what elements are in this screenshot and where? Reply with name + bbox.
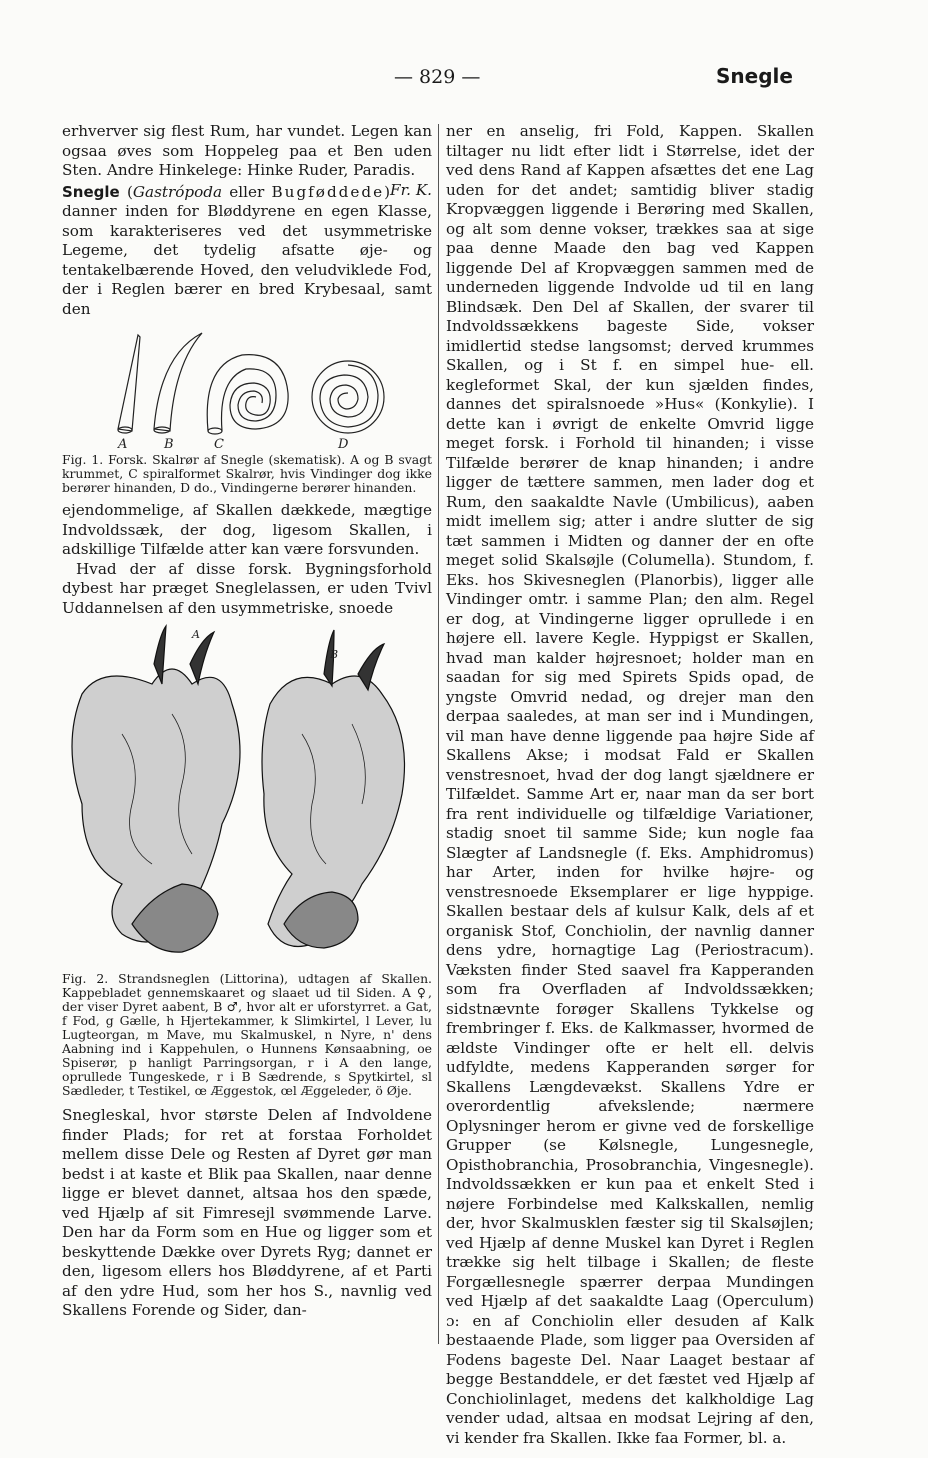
entry-alt-name: Bugføddede bbox=[271, 182, 385, 201]
page-header bbox=[0, 66, 928, 96]
page-number: — 829 — bbox=[394, 66, 481, 88]
intro-paragraph: erhverver sig flest Rum, har vundet. Legen kan ogsaa øves som Hoppeleg paa et Ben uden Sten. Andre Hinkelege: Hinke Ruder, Paradis. Fr. K. bbox=[62, 122, 432, 199]
fig2-littorina-anatomy bbox=[62, 624, 432, 970]
entry-title: Snegle bbox=[62, 182, 120, 201]
paragraph-4: Snegleskal, hvor største Delen af Indvoldene finder Plads; for ret at forstaa Forholdet mellem disse Dele og Resten af Dyret gør man bedst i at kaste et Blik paa Skallen, naar denne ligge er blevet dannet, altsaa hos den spæde, ved Hjælp af sit Fimresejl svømmende Larve. Den har da Form som en Hue og ligger som et beskyttende Dække over Dyrets Ryg; dannet er den, ligesom ellers hos Bløddyrene, af et Parti af den ydre Hud, som her hos S., navnlig ved Skallens Forende og Sider, dan- bbox=[62, 1106, 432, 1319]
paragraph-3: Hvad der af disse forsk. Bygningsforhold dybest har præget Sneglelassen, er uden Tvivl Uddannelsen af den usymmetriske, snoede bbox=[62, 559, 432, 617]
entry-latin-name: Gastrópoda bbox=[132, 182, 223, 201]
fig1-shell-b bbox=[154, 333, 202, 431]
left-column bbox=[62, 122, 432, 1321]
running-head-word: Snegle bbox=[716, 64, 793, 88]
fig1-shell-a bbox=[118, 335, 140, 431]
fig2-caption: Fig. 2. Strandsneglen (Littorina), udtagen af Skallen. Kappebladet gennemskaaret og slaaet ud til Siden. A ♀, der viser Dyret aabent, B ♂, hvor alt er uforstyrret. a Gat, f Fod, g Gælle, h Hjertekammer, k Slimkirtel, l Lever, lu Lugteorgan, m Mave, mu Skalmuskel, n Nyre, n' dens Aabning ind i Kappehulen, o Hunnens Kønsaabning, oe Spiserør, p hanligt Parringsorgan, r i A den lange, oprullede Tungeskede, r i B Sædrende, s Spytkirtel, sl Sædleder, t Testikel, œ Æggestok, œl Æggeleder, ö Øje. bbox=[62, 971, 432, 1098]
fig2-label-b: B bbox=[330, 648, 339, 661]
right-column-text: ner en anselig, fri Fold, Kappen. Skallen tiltager nu lidt efter lidt i Størrelse, idet der ved dens Rand af Kappen afsættes det ene Lag uden for det andet; samtidig bliver stadig Kropvæggen liggende i Berøring med Skallen, og alt som denne vokser, trækkes saa at sige paa denne Maade den bag ved Kappen liggende Del af Kropvæggen sammen med de underneden liggende Indvolde ud til en lang Blindsæk. Den Del af Skallen, der svarer til Indvoldssækkens bageste Side, vokser imidlertid stedse langsomst; derved krummes Skallen, og i St f. en simpel hue- ell. kegleformet Skal, der kun sjælden findes, dannes det spiralsnoede »Hus« (Konkylie). I dette kan i øvrigt de enkelte Omvrid ligge meget forsk. i Forhold til hinanden; i visse Tilfælde berører de knap hinanden; i andre ligger de tættere sammen, men lader dog et Rum, den saakaldte Navle (Umbilicus), aaben midt imellem sig; atter i andre slutter de sig tæt sammen i Midten og danner der en ofte meget solid Skalsøjle (Columella). Stundom, f. Eks. hos Skivesneglen (Planorbis), ligger alle Vindinger omtr. i samme Plan; den alm. Regel er dog, at Vindingerne ligger oprullede i en højere ell. lavere Kegle. Hyppigst er Skallen, hvad man kalder højresnoet; holder man en saadan for sig med Spirets Spids opad, de yngste Omvrid nedad, og drejer man den derpaa saaledes, at man ser ind i Mundingen, vil man have denne liggende paa højre Side af Skallens Akse; i modsat Fald er Skallen venstresnoet, hvad der dog langt sjældnere er Tilfældet. Samme Art er, naar man da ser bort fra rent individuelle og tilfældige Variationer, stadig snoet til samme Side; kun nogle faa Slægter af Landsnegle (f. Eks. Amphidromus) har Arter, inden for hvilke højre- og venstresnoede Eksemplarer er lige hyppige. Skallen bestaar dels af kulsur Kalk, dels af et organisk Stof, Conchiolin, der navnlig danner dens ydre, hornagtige Lag (Periostracum). Væksten finder Sted saavel fra Kapperanden som fra Overfladen af Indvoldssækken; sidstnævnte forøger Skallens Tykkelse og frembringer f. Eks. de Kalkmasser, hvormed de ældste Vindinger ofte er helt ell. delvis udfyldte, medens Kapperanden sørger for Skallens Længdevækst. Skallens Ydre er overordentlig afvekslende; nærmere Oplysninger herom er givne ved de forskellige Grupper (se Kølsnegle, Lungesnegle, Opisthobranchia, Prosobranchia, Vingesnegle). Indvoldssækken er kun paa et enkelt Sted i nøjere Forbindelse med Kalkskallen, nemlig der, hvor Skalmusklen fæster sig til Skalsøjlen; ved Hjælp af denne Muskel kan Dyret i Reglen trække sig helt tilbage i Skallen; de fleste Forgællesnegle spærrer derpaa Mundingen ved Hjælp af det saakaldte Laag (Operculum) ɔ: en af Conchiolin eller desuden af Kalk bestaaende Plade, som ligger paa Oversiden af Fodens bageste Del. Naar Laaget bestaar af begge Bestanddele, er det fæstet ved Hjælp af Conchiolinlaget, medens det kalkholdige Lag vender udad, altsaa en modsat Lejring af den, vi kender fra Skallen. Ikke faa Former, bl. a. bbox=[446, 122, 814, 1447]
intro-author: Fr. K. bbox=[390, 180, 432, 199]
column-divider bbox=[438, 124, 439, 1344]
fig1-label-c: C bbox=[214, 437, 224, 451]
fig1-label-a: A bbox=[118, 437, 128, 451]
right-column bbox=[446, 122, 814, 1448]
fig1-label-b: B bbox=[164, 437, 174, 451]
entry-paragraph: Snegle (Gastrópoda eller Bugføddede) danner inden for Bløddyrene en egen Klasse, som karakteriseres ved det usymmetriske Legeme, det tydelig afsatte øje- og tentakelbærende Hoved, den veludviklede Fod, der i Reglen bærer en bred Krybesaal, samt den bbox=[62, 182, 432, 318]
fig1-caption: Fig. 1. Forsk. Skalrør af Snegle (skematisk). A og B svagt krummet, C spiralformet Skalrør, hvis Vindinger dog ikke berører hinanden, D do., Vindingerne berører hinanden. bbox=[62, 452, 432, 495]
fig2-label-a: A bbox=[192, 628, 200, 641]
fig1-label-d: D bbox=[338, 437, 349, 451]
fig1-shell-tubes bbox=[62, 325, 432, 451]
fig1-shell-d bbox=[312, 361, 384, 433]
paragraph-2: ejendommelige, af Skallen dækkede, mægtige Indvoldssæk, der dog, ligesom Skallen, i adskillige Tilfælde atter kan være forsvunden. bbox=[62, 501, 432, 558]
